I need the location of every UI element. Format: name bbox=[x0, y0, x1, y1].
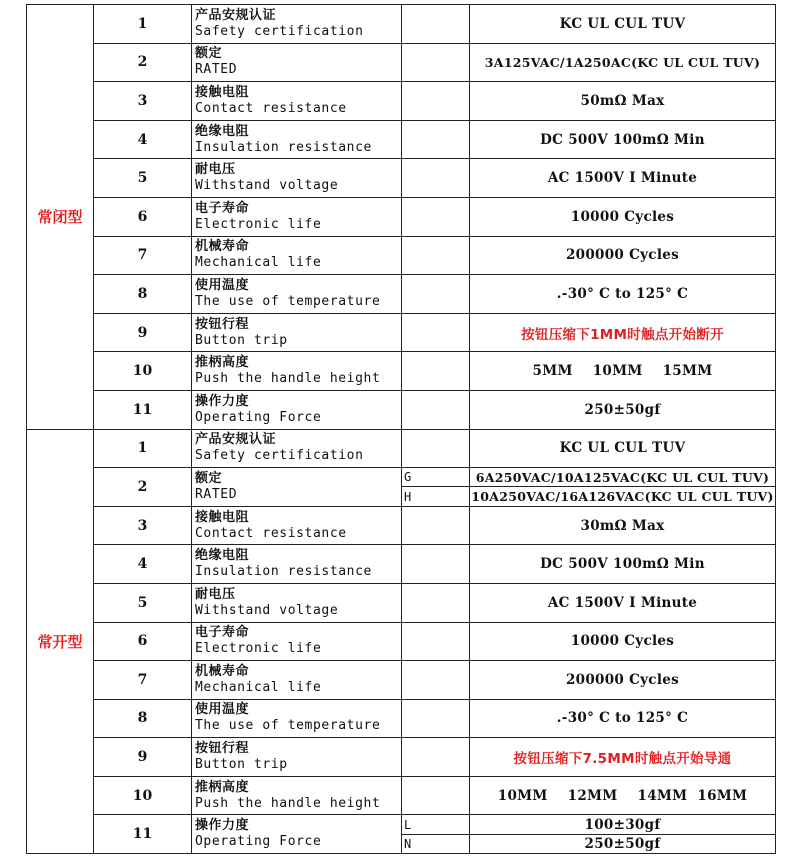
item-label bbox=[192, 545, 402, 584]
item-label bbox=[192, 236, 402, 275]
table-row bbox=[27, 159, 776, 198]
row-number: 6 bbox=[94, 622, 192, 661]
spec-value: .-30° C to 125° C bbox=[470, 699, 776, 738]
item-label-zh: 使用温度 bbox=[195, 277, 250, 293]
row-number: 5 bbox=[94, 159, 192, 198]
table-row bbox=[27, 506, 776, 545]
table-row bbox=[27, 390, 776, 429]
item-label bbox=[192, 622, 402, 661]
item-label-en: Withstand voltage bbox=[195, 178, 339, 194]
row-number: 8 bbox=[94, 699, 192, 738]
item-label-en: Push the handle height bbox=[195, 371, 381, 387]
code-cell bbox=[402, 5, 470, 44]
spec-value-n: 250±50gf bbox=[470, 834, 776, 853]
code-cell bbox=[402, 120, 470, 159]
code-cell bbox=[402, 313, 470, 352]
row-number: 1 bbox=[94, 5, 192, 44]
code-cell bbox=[402, 352, 470, 391]
row-number: 10 bbox=[94, 352, 192, 391]
spec-value: 250±50gf bbox=[470, 390, 776, 429]
item-label-zh: 推柄高度 bbox=[195, 779, 250, 795]
spec-value: 5MM 10MM 15MM bbox=[470, 352, 776, 391]
item-label bbox=[192, 429, 402, 468]
item-label-en: Push the handle height bbox=[195, 795, 381, 811]
item-label-zh: 电子寿命 bbox=[195, 200, 250, 216]
item-label-en: Contact resistance bbox=[195, 525, 347, 541]
item-label bbox=[192, 390, 402, 429]
spec-table bbox=[26, 4, 776, 854]
row-number: 11 bbox=[94, 390, 192, 429]
item-label-en: Button trip bbox=[195, 332, 288, 348]
table-row bbox=[27, 622, 776, 661]
row-number: 10 bbox=[94, 776, 192, 815]
row-number: 4 bbox=[94, 545, 192, 584]
spec-value-highlight: 按钮压缩下1MM时触点开始断开 bbox=[470, 313, 776, 352]
spec-value: KC UL CUL TUV bbox=[470, 5, 776, 44]
code-cell bbox=[402, 236, 470, 275]
item-label bbox=[192, 82, 402, 121]
item-label bbox=[192, 468, 402, 507]
item-label-zh: 绝缘电阻 bbox=[195, 123, 250, 139]
code-cell-g: G bbox=[402, 468, 470, 487]
category-normally-closed: 常闭型 bbox=[27, 5, 94, 430]
item-label-en: Mechanical life bbox=[195, 255, 322, 271]
row-number: 4 bbox=[94, 120, 192, 159]
code-cell bbox=[402, 43, 470, 82]
row-number: 2 bbox=[94, 468, 192, 507]
row-number: 2 bbox=[94, 43, 192, 82]
item-label-zh: 产品安规认证 bbox=[195, 432, 277, 448]
item-label bbox=[192, 5, 402, 44]
table-row bbox=[27, 776, 776, 815]
item-label-zh: 绝缘电阻 bbox=[195, 548, 250, 564]
code-cell-l: L bbox=[402, 815, 470, 834]
row-number: 7 bbox=[94, 661, 192, 700]
item-label bbox=[192, 699, 402, 738]
code-cell bbox=[402, 545, 470, 584]
table-row bbox=[27, 661, 776, 700]
spec-value-l: 100±30gf bbox=[470, 815, 776, 834]
row-number: 9 bbox=[94, 313, 192, 352]
item-label-zh: 电子寿命 bbox=[195, 625, 250, 641]
code-cell bbox=[402, 699, 470, 738]
item-label-zh: 机械寿命 bbox=[195, 239, 250, 255]
item-label-zh: 耐电压 bbox=[195, 162, 236, 178]
code-cell bbox=[402, 275, 470, 314]
code-cell bbox=[402, 429, 470, 468]
code-cell bbox=[402, 583, 470, 622]
item-label bbox=[192, 313, 402, 352]
item-label bbox=[192, 197, 402, 236]
table-row bbox=[27, 352, 776, 391]
table-row bbox=[27, 197, 776, 236]
item-label-zh: 额定 bbox=[195, 470, 223, 486]
code-cell bbox=[402, 197, 470, 236]
row-number: 6 bbox=[94, 197, 192, 236]
code-cell bbox=[402, 661, 470, 700]
item-label bbox=[192, 159, 402, 198]
row-number: 3 bbox=[94, 82, 192, 121]
item-label-en: Safety certification bbox=[195, 23, 364, 39]
item-label-zh: 接触电阻 bbox=[195, 84, 250, 100]
spec-value: 50mΩ Max bbox=[470, 82, 776, 121]
item-label-en: Operating Force bbox=[195, 409, 322, 425]
spec-value: 10MM 12MM 14MM 16MM bbox=[470, 776, 776, 815]
item-label-zh: 耐电压 bbox=[195, 586, 236, 602]
spec-value: DC 500V 100mΩ Min bbox=[470, 545, 776, 584]
item-label bbox=[192, 275, 402, 314]
code-cell bbox=[402, 390, 470, 429]
spec-value: .-30° C to 125° C bbox=[470, 275, 776, 314]
row-number: 11 bbox=[94, 815, 192, 854]
table-row bbox=[27, 82, 776, 121]
item-label-zh: 按钮行程 bbox=[195, 741, 250, 757]
item-label bbox=[192, 352, 402, 391]
table-row bbox=[27, 43, 776, 82]
table-row bbox=[27, 468, 776, 487]
item-label-zh: 按钮行程 bbox=[195, 316, 250, 332]
spec-value: 10000 Cycles bbox=[470, 622, 776, 661]
item-label bbox=[192, 583, 402, 622]
item-label-zh: 推柄高度 bbox=[195, 355, 250, 371]
item-label-en: Insulation resistance bbox=[195, 564, 372, 580]
item-label-zh: 操作力度 bbox=[195, 393, 250, 409]
spec-value: AC 1500V I Minute bbox=[470, 583, 776, 622]
code-cell bbox=[402, 776, 470, 815]
code-cell bbox=[402, 159, 470, 198]
table-row bbox=[27, 5, 776, 44]
item-label-en: RATED bbox=[195, 486, 238, 502]
table-row bbox=[27, 815, 776, 834]
row-number: 5 bbox=[94, 583, 192, 622]
spec-value: AC 1500V I Minute bbox=[470, 159, 776, 198]
item-label-en: Electronic life bbox=[195, 641, 322, 657]
row-number: 3 bbox=[94, 506, 192, 545]
item-label-en: The use of temperature bbox=[195, 718, 381, 734]
item-label-en: Operating Force bbox=[195, 834, 322, 850]
spec-value: 3A125VAC/1A250AC(KC UL CUL TUV) bbox=[470, 43, 776, 82]
code-cell bbox=[402, 622, 470, 661]
item-label bbox=[192, 738, 402, 777]
spec-value-h: 10A250VAC/16A126VAC(KC UL CUL TUV) bbox=[470, 487, 776, 506]
table-row bbox=[27, 738, 776, 777]
table-row bbox=[27, 583, 776, 622]
table-row bbox=[27, 545, 776, 584]
row-number: 7 bbox=[94, 236, 192, 275]
item-label-en: Withstand voltage bbox=[195, 602, 339, 618]
spec-value: KC UL CUL TUV bbox=[470, 429, 776, 468]
item-label-en: Insulation resistance bbox=[195, 139, 372, 155]
spec-value: 10000 Cycles bbox=[470, 197, 776, 236]
code-cell-h: H bbox=[402, 487, 470, 506]
item-label bbox=[192, 776, 402, 815]
table-row bbox=[27, 236, 776, 275]
category-normally-open: 常开型 bbox=[27, 429, 94, 854]
item-label-zh: 机械寿命 bbox=[195, 663, 250, 679]
item-label-en: The use of temperature bbox=[195, 293, 381, 309]
spec-value: 200000 Cycles bbox=[470, 236, 776, 275]
spec-value: DC 500V 100mΩ Min bbox=[470, 120, 776, 159]
table-row bbox=[27, 699, 776, 738]
spec-value-highlight: 按钮压缩下7.5MM时触点开始导通 bbox=[470, 738, 776, 777]
spec-value: 30mΩ Max bbox=[470, 506, 776, 545]
spec-value-g: 6A250VAC/10A125VAC(KC UL CUL TUV) bbox=[470, 468, 776, 487]
code-cell bbox=[402, 82, 470, 121]
table-row bbox=[27, 120, 776, 159]
item-label-en: Safety certification bbox=[195, 448, 364, 464]
item-label-en: Electronic life bbox=[195, 216, 322, 232]
item-label-en: Mechanical life bbox=[195, 679, 322, 695]
code-cell-n: N bbox=[402, 834, 470, 853]
item-label bbox=[192, 43, 402, 82]
row-number: 1 bbox=[94, 429, 192, 468]
item-label-en: RATED bbox=[195, 62, 238, 78]
spec-value: 200000 Cycles bbox=[470, 661, 776, 700]
item-label bbox=[192, 815, 402, 854]
item-label bbox=[192, 661, 402, 700]
item-label bbox=[192, 506, 402, 545]
table-row bbox=[27, 313, 776, 352]
item-label-zh: 额定 bbox=[195, 46, 223, 62]
item-label-en: Button trip bbox=[195, 757, 288, 773]
item-label-zh: 产品安规认证 bbox=[195, 7, 277, 23]
item-label-zh: 接触电阻 bbox=[195, 509, 250, 525]
code-cell bbox=[402, 738, 470, 777]
item-label-zh: 操作力度 bbox=[195, 818, 250, 834]
item-label-en: Contact resistance bbox=[195, 100, 347, 116]
row-number: 9 bbox=[94, 738, 192, 777]
code-cell bbox=[402, 506, 470, 545]
table-row bbox=[27, 429, 776, 468]
item-label bbox=[192, 120, 402, 159]
row-number: 8 bbox=[94, 275, 192, 314]
table-row bbox=[27, 275, 776, 314]
item-label-zh: 使用温度 bbox=[195, 702, 250, 718]
